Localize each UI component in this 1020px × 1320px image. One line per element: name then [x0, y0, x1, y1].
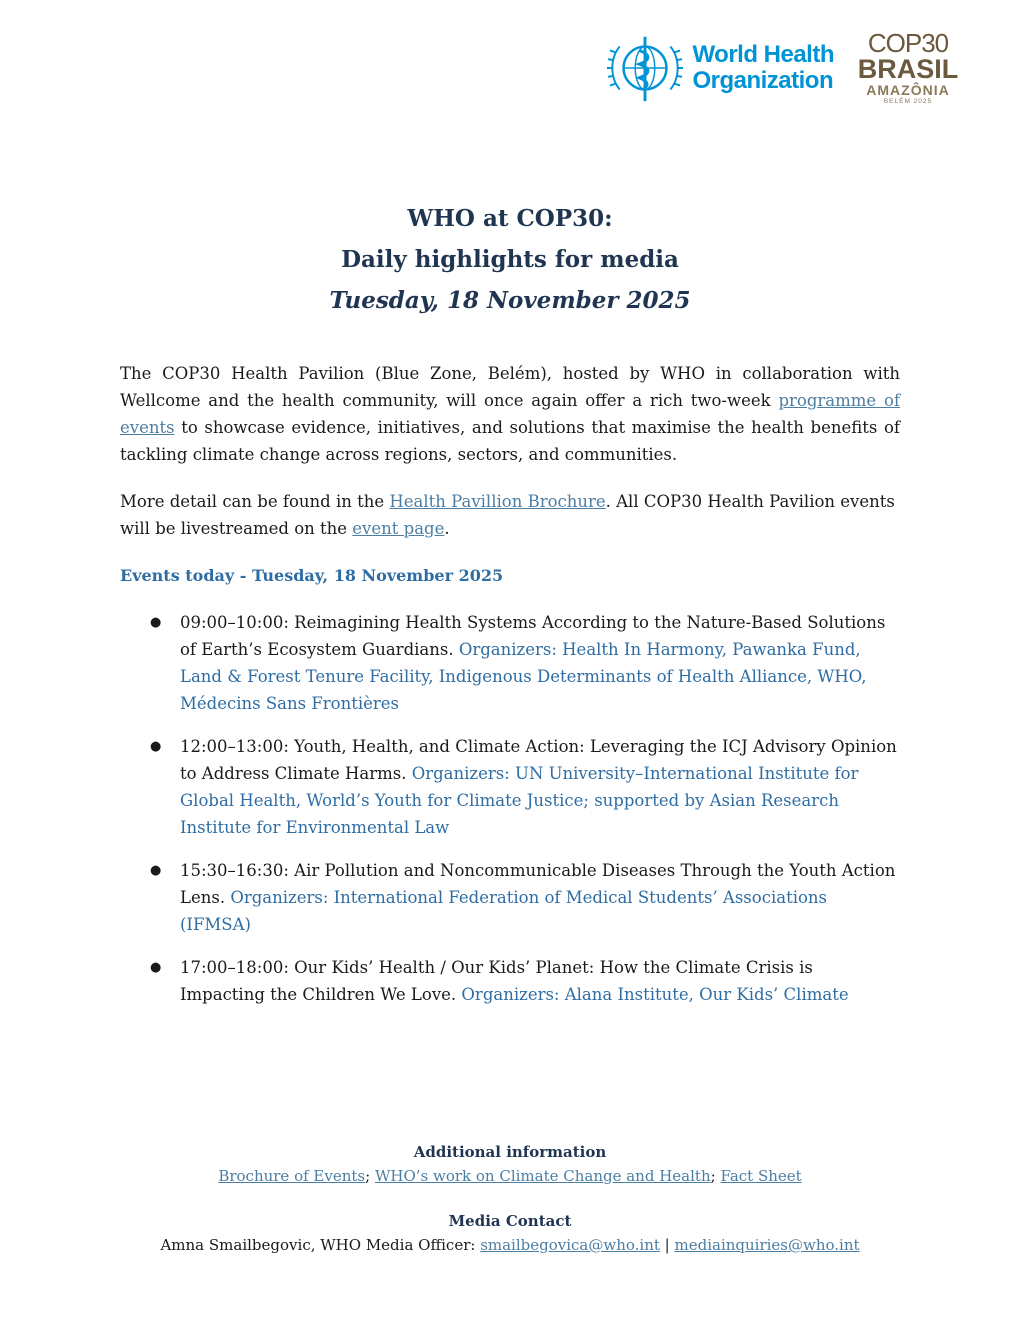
- cop30-logo: [856, 30, 960, 106]
- brochure-of-events-link[interactable]: Brochure of Events: [218, 1167, 366, 1185]
- spacer: [0, 1188, 1020, 1209]
- who-emblem-icon: [606, 29, 684, 107]
- event-description: 17:00–18:00: Our Kids’ Health / Our Kids’ Planet: How the Climate Crisis is Impacting the Children We Love.: [180, 958, 813, 1004]
- who-wordmark-line1: World Health: [692, 41, 834, 68]
- detail-text-b: . All COP30 Health Pavilion events will be livestreamed on the: [120, 492, 895, 538]
- health-pavilion-brochure-link[interactable]: Health Pavillion Brochure: [389, 492, 606, 511]
- detail-text-a: More detail can be found in the: [120, 492, 390, 511]
- events-heading: Events today - Tuesday, 18 November 2025: [120, 566, 504, 585]
- detail-paragraph: [120, 488, 900, 542]
- event-description: 09:00–10:00: Reimagining Health Systems According to the Nature-Based Solutions of Earth’s Ecosystem Guardians.: [180, 613, 886, 659]
- event-description: 12:00–13:00: Youth, Health, and Climate Action: Leveraging the ICJ Advisory Opinion to Address Climate Harms.: [180, 737, 897, 783]
- media-contact-line: [0, 1233, 1020, 1257]
- list-item: [150, 857, 902, 938]
- bullet-icon: ●: [150, 615, 162, 630]
- event-page-link[interactable]: event page: [352, 519, 445, 538]
- who-wordmark: [692, 42, 834, 94]
- who-climate-work-link[interactable]: WHO’s work on Climate Change and Health: [374, 1167, 711, 1185]
- intro-text-b: to showcase evidence, initiatives, and solutions that maximise the health benefits of tackling climate change across regions, sectors, and communities.: [120, 418, 900, 464]
- separator: ;: [365, 1167, 375, 1185]
- event-organizers: Organizers: International Federation of Medical Students’ Associations (IFMSA): [180, 888, 828, 934]
- intro-paragraph: [120, 360, 900, 468]
- event-organizers: Organizers: Alana Institute, Our Kids’ Climate: [461, 985, 849, 1004]
- bullet-icon: ●: [150, 863, 162, 878]
- cop30-logo-line2: BRASIL: [857, 54, 959, 84]
- title-date: Tuesday, 18 November 2025: [329, 287, 691, 314]
- list-item: [150, 733, 902, 841]
- programme-of-events-link[interactable]: programme of events: [120, 391, 901, 437]
- event-description: 15:30–16:30: Air Pollution and Noncommunicable Diseases Through the Youth Action Lens.: [180, 861, 896, 907]
- media-contact-heading: Media Contact: [448, 1212, 572, 1230]
- detail-text-c: .: [444, 519, 450, 538]
- events-list: [150, 609, 902, 1024]
- title-line2: Daily highlights for media: [341, 246, 679, 273]
- email-link-mediainquiries[interactable]: mediainquiries@who.int: [674, 1236, 860, 1254]
- bullet-icon: ●: [150, 960, 162, 975]
- list-item: [150, 954, 902, 1008]
- bullet-icon: ●: [150, 739, 162, 754]
- event-organizers: Organizers: Health In Harmony, Pawanka Fund, Land & Forest Tenure Facility, Indigenous Determinants of Health Alliance, WHO, Médecins Sans Frontières: [180, 640, 867, 713]
- who-wordmark-line2: Organization: [692, 67, 834, 94]
- cop30-logo-line3: AMAZÔNIA: [866, 82, 950, 98]
- media-contact-text: Amna Smailbegovic, WHO Media Officer:: [160, 1236, 481, 1254]
- list-item: [150, 609, 902, 717]
- additional-info-links: [0, 1164, 1020, 1188]
- cop30-logo-line1: COP30: [867, 28, 949, 58]
- separator: |: [659, 1236, 675, 1254]
- separator: ;: [710, 1167, 721, 1185]
- who-logo: [606, 29, 834, 107]
- additional-info-heading: Additional information: [413, 1143, 607, 1161]
- intro-text-a: The COP30 Health Pavilion (Blue Zone, Belém), hosted by WHO in collaboration with Wellcome and the health community, will once again offer a rich two-week: [120, 364, 900, 410]
- email-link-smailbegovica[interactable]: smailbegovica@who.int: [480, 1236, 660, 1254]
- event-organizers: Organizers: UN University–International Institute for Global Health, World’s Youth for Climate Justice; supported by Asian Research Institute for Environmental Law: [180, 764, 859, 837]
- document-title: [0, 198, 1020, 321]
- header-logos: [606, 28, 960, 108]
- title-line1: WHO at COP30:: [407, 205, 613, 232]
- fact-sheet-link[interactable]: Fact Sheet: [720, 1167, 802, 1185]
- cop30-logo-line4: BELÉM 2025: [883, 98, 933, 105]
- footer: [0, 1140, 1020, 1257]
